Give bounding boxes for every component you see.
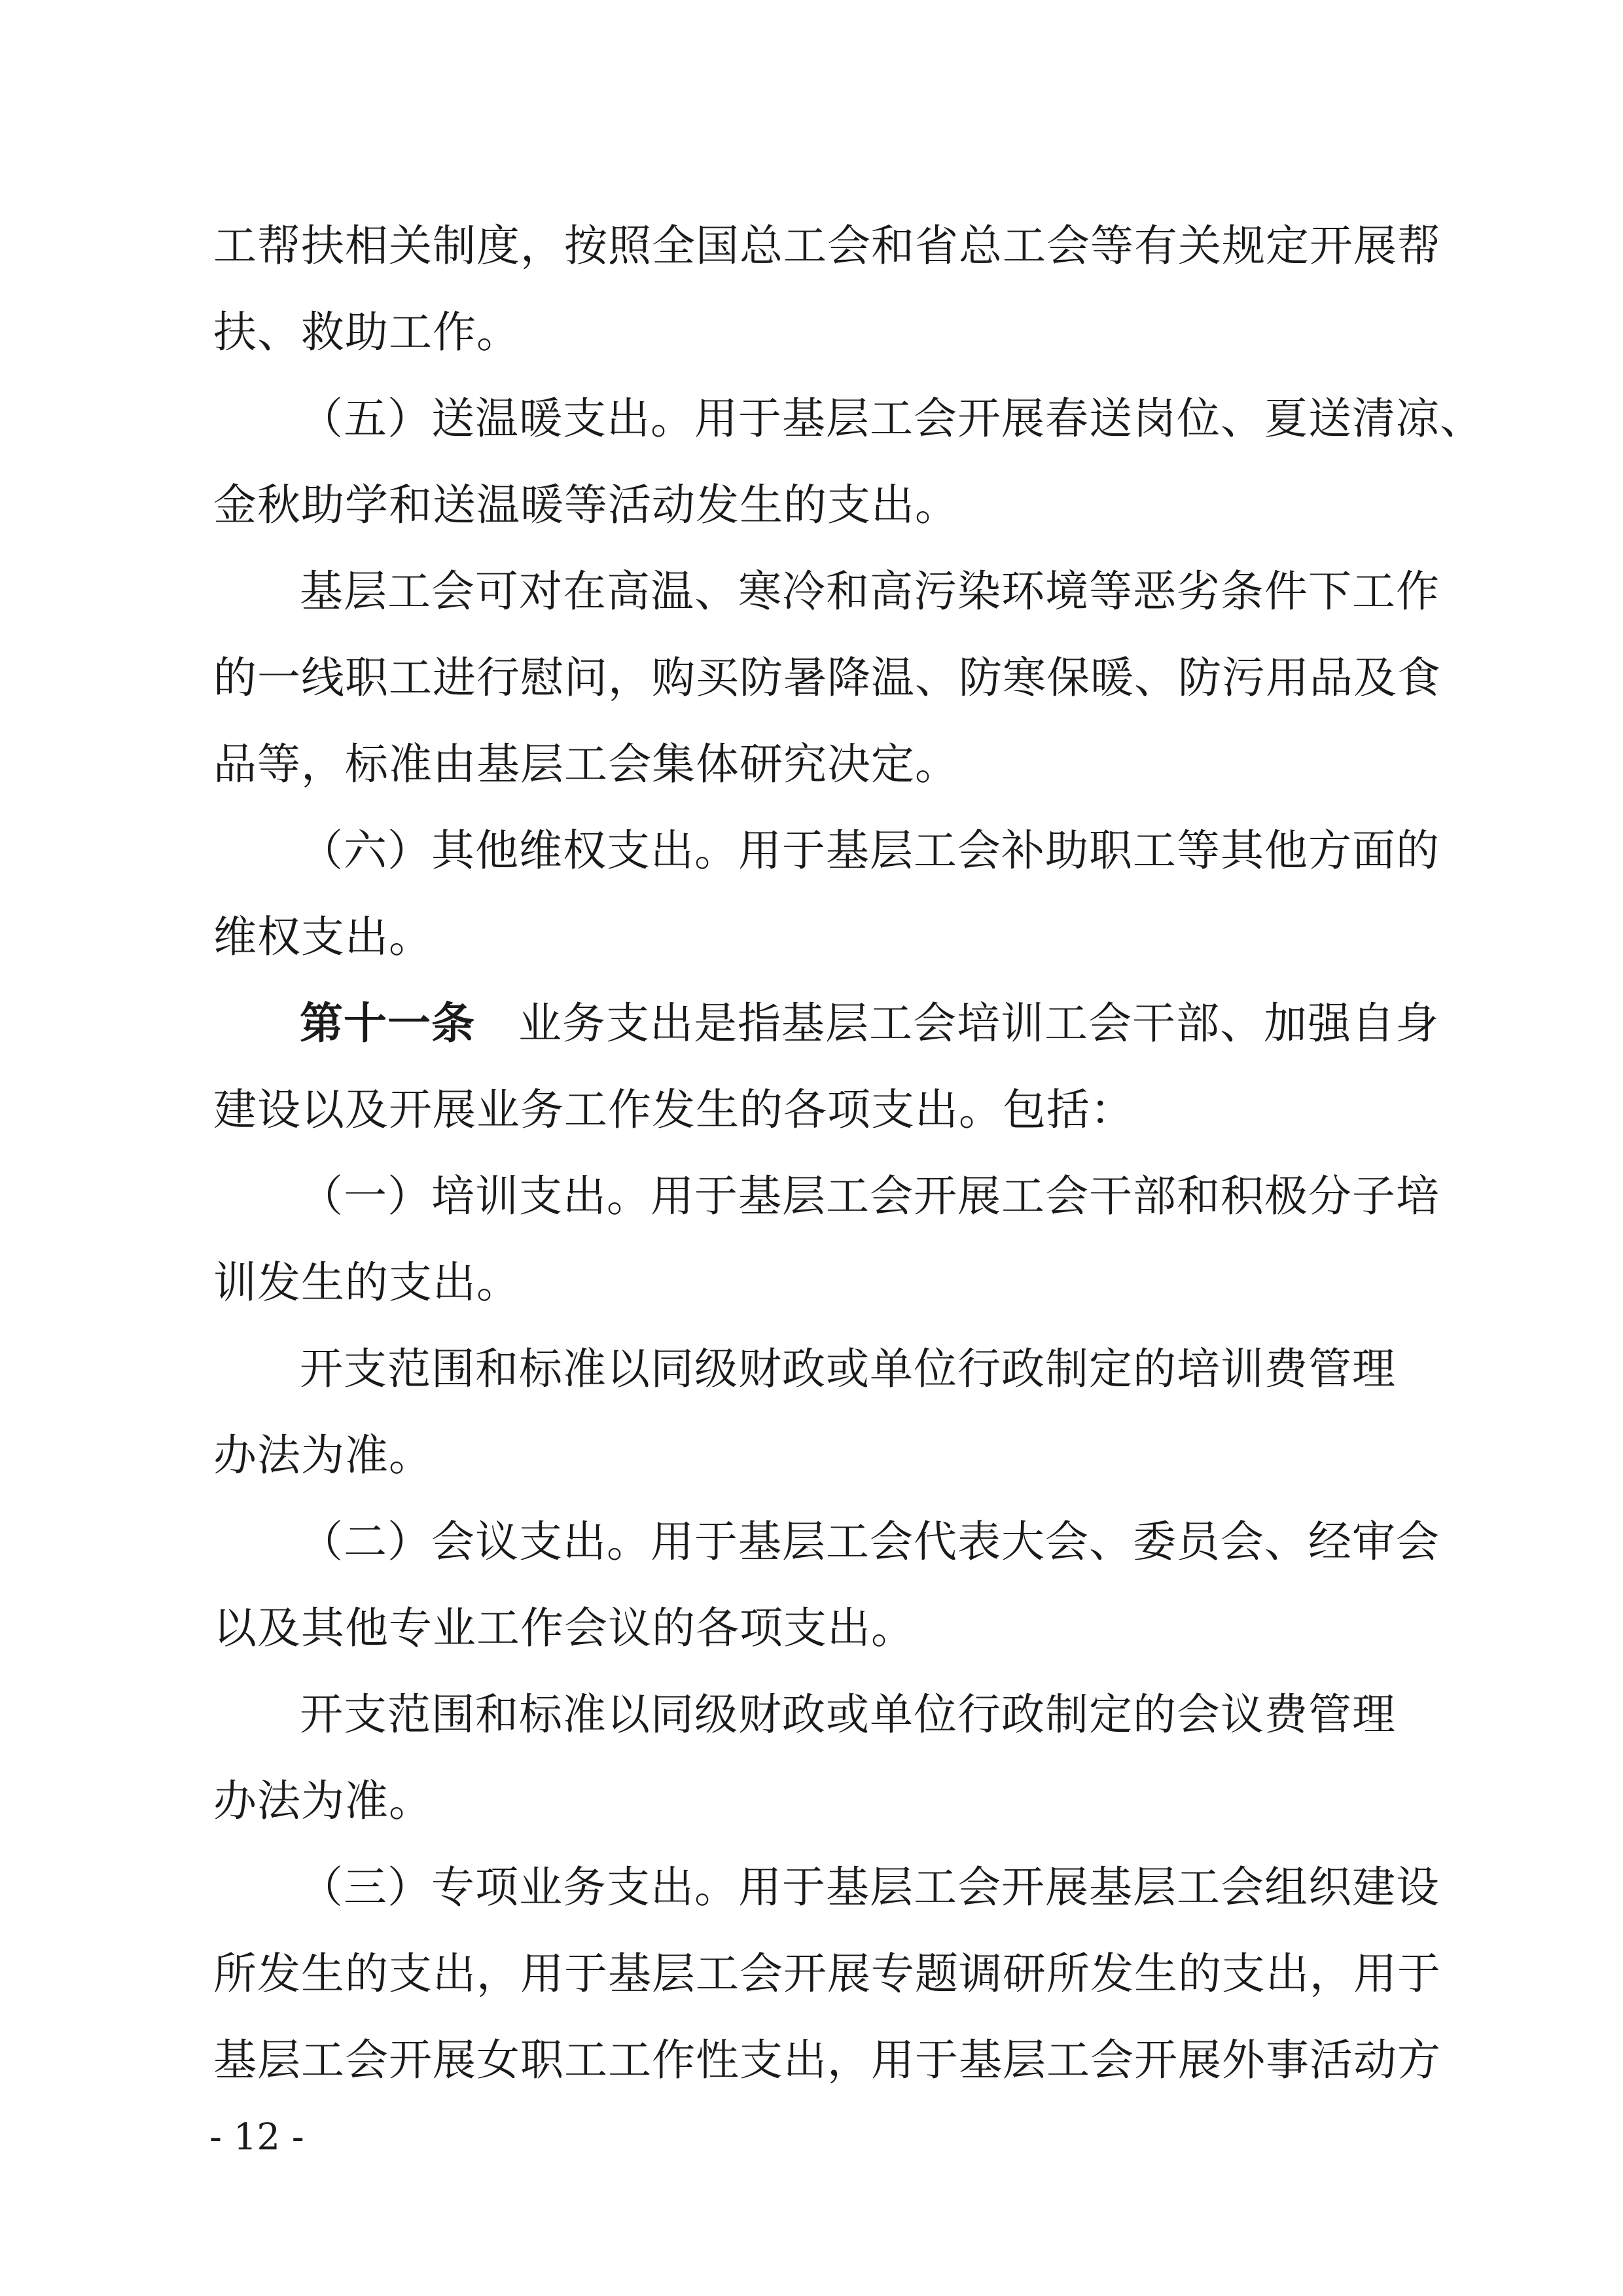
paragraph-line: 维权支出。 — [213, 912, 433, 962]
paragraph-line: 以及其他专业工作会议的各项支出。 — [213, 1603, 915, 1653]
paragraph-line: 开支范围和标准以同级财政或单位行政制定的会议费管理 — [300, 1689, 1396, 1740]
paragraph-line: （五）送温暖支出。用于基层工会开展春送岗位、夏送清凉、 — [300, 393, 1484, 444]
article-text: 业务支出是指基层工会培训工会干部、加强自身 — [518, 998, 1439, 1049]
paragraph-line: 工帮扶相关制度，按照全国总工会和省总工会等有关规定开展帮 — [213, 221, 1441, 271]
paragraph-line: 基层工会可对在高温、寒冷和高污染环境等恶劣条件下工作 — [300, 566, 1440, 617]
paragraph-line: 基层工会开展女职工工作性支出，用于基层工会开展外事活动方 — [213, 2035, 1441, 2085]
paragraph-line: （一）培训支出。用于基层工会开展工会干部和积极分子培 — [300, 1171, 1440, 1221]
paragraph-line: 建设以及开展业务工作发生的各项支出。包括： — [213, 1085, 1134, 1135]
page-number: - 12 - — [209, 2116, 304, 2159]
paragraph-line: 训发生的支出。 — [213, 1257, 520, 1308]
article-line — [213, 980, 1439, 1067]
paragraph-line: 扶、救助工作。 — [213, 307, 520, 357]
paragraph-line: 的一线职工进行慰问，购买防暑降温、防寒保暖、防污用品及食 — [213, 653, 1441, 703]
article-heading: 第十一条 — [300, 998, 475, 1049]
paragraph-line: （三）专项业务支出。用于基层工会开展基层工会组织建设 — [300, 1862, 1440, 1912]
body-text — [213, 203, 1484, 2104]
paragraph-line: 金秋助学和送温暖等活动发生的支出。 — [213, 480, 959, 530]
paragraph-line: 品等，标准由基层工会集体研究决定。 — [213, 739, 959, 789]
paragraph-line: （六）其他维权支出。用于基层工会补助职工等其他方面的 — [300, 825, 1440, 876]
paragraph-line: 办法为准。 — [213, 1430, 433, 1480]
paragraph-line: （二）会议支出。用于基层工会代表大会、委员会、经审会 — [300, 1516, 1440, 1567]
paragraph-line: 所发生的支出，用于基层工会开展专题调研所发生的支出，用于 — [213, 1948, 1441, 1999]
paragraph-line: 开支范围和标准以同级财政或单位行政制定的培训费管理 — [300, 1344, 1396, 1394]
paragraph-line: 办法为准。 — [213, 1776, 433, 1826]
